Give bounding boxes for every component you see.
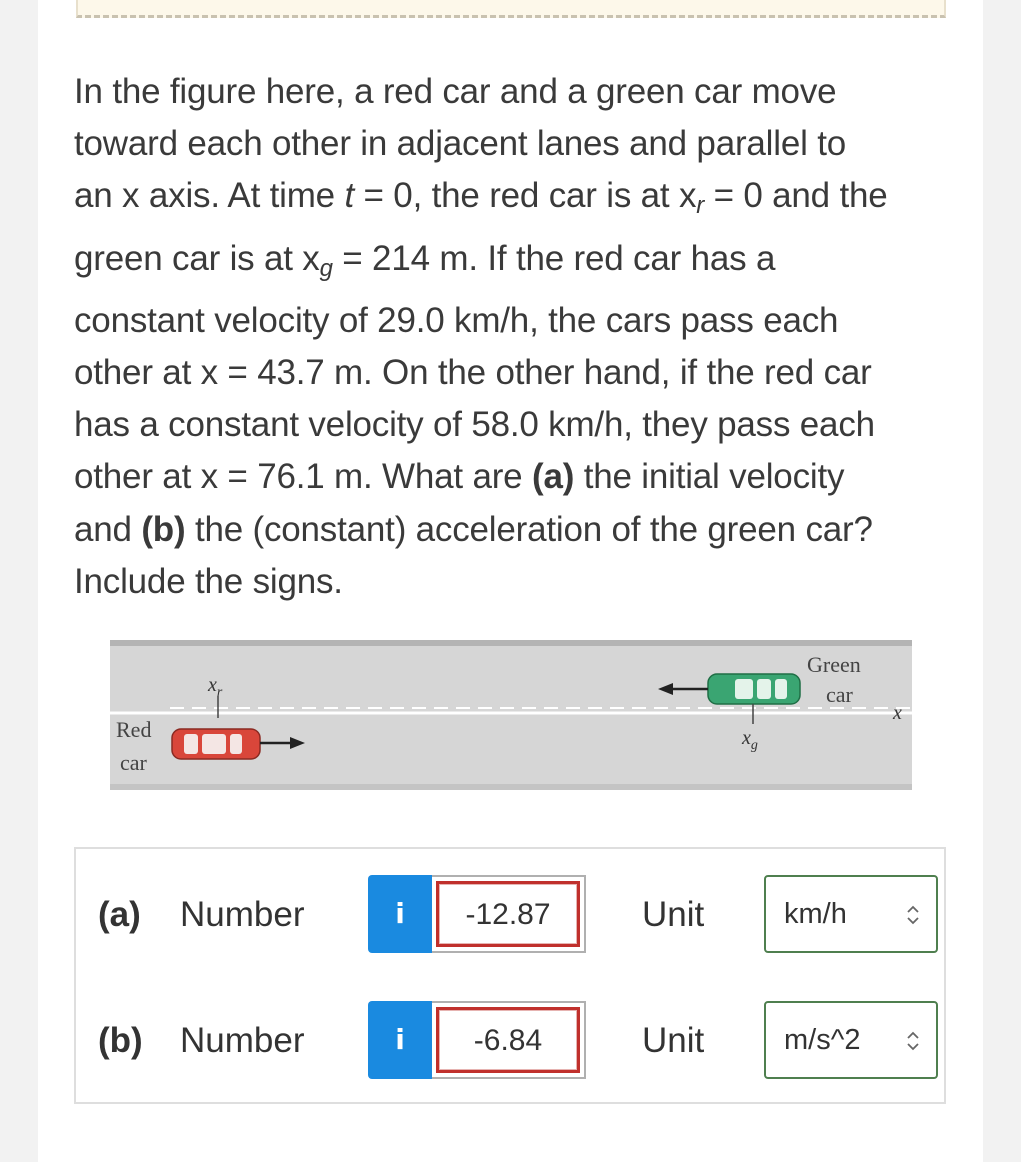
previous-section-border bbox=[76, 0, 946, 18]
axis-x-label: x bbox=[893, 702, 902, 724]
unit-label-b: Unit bbox=[642, 1021, 705, 1060]
road-top-edge bbox=[110, 640, 912, 646]
answer-row-a bbox=[76, 875, 944, 953]
problem-statement bbox=[74, 66, 944, 608]
unit-label-a: Unit bbox=[642, 895, 705, 934]
part-b-label: (b) bbox=[98, 1021, 143, 1060]
xr-label: $x_r$ bbox=[208, 674, 223, 700]
number-input-b[interactable] bbox=[432, 1001, 586, 1079]
road-bottom-edge bbox=[110, 784, 912, 790]
unit-select-a-value: km/h bbox=[784, 898, 847, 930]
problem-line-9: and (b) the (constant) acceleration of the green car? bbox=[74, 509, 873, 549]
problem-line-4: green car is at $x_g = 214$ m. If the red car has a bbox=[74, 238, 776, 282]
number-input-a-value[interactable]: -12.87 bbox=[436, 881, 580, 947]
number-input-a[interactable] bbox=[432, 875, 586, 953]
problem-line-2: toward each other in adjacent lanes and parallel to bbox=[74, 124, 846, 164]
green-car-label: Green bbox=[807, 652, 861, 677]
problem-line-1: In the figure here, a red car and a green car move bbox=[74, 72, 837, 111]
unit-select-b-value: m/s^2 bbox=[784, 1024, 861, 1056]
info-button-b[interactable] bbox=[368, 1001, 432, 1079]
number-label-a: Number bbox=[180, 895, 305, 934]
answer-row-b bbox=[76, 1001, 944, 1079]
answer-panel bbox=[74, 847, 946, 1104]
red-car-label: Red bbox=[116, 717, 152, 742]
green-car-label-2: car bbox=[826, 682, 853, 707]
unit-select-b[interactable] bbox=[764, 1001, 938, 1079]
red-car bbox=[172, 729, 260, 759]
info-icon: i bbox=[395, 897, 405, 930]
problem-line-8: other at x = 76.1 m. What are (a) the initial velocity bbox=[74, 457, 845, 497]
problem-line-6: other at x = 43.7 m. On the other hand, if the red car bbox=[74, 353, 872, 393]
red-car-label-2: car bbox=[120, 750, 147, 775]
problem-line-5: constant velocity of 29.0 km/h, the cars pass each bbox=[74, 300, 839, 340]
problem-line-7: has a constant velocity of 58.0 km/h, they pass each bbox=[74, 405, 875, 445]
cars-figure bbox=[110, 640, 912, 790]
chevron-updown-icon bbox=[906, 903, 920, 927]
unit-select-a[interactable] bbox=[764, 875, 938, 953]
part-a-label: (a) bbox=[98, 895, 141, 934]
road bbox=[110, 640, 912, 790]
green-car bbox=[708, 674, 800, 704]
number-label-b: Number bbox=[180, 1021, 305, 1060]
number-input-b-value[interactable]: -6.84 bbox=[436, 1007, 580, 1073]
chevron-updown-icon bbox=[906, 1029, 920, 1053]
info-button-a[interactable] bbox=[368, 875, 432, 953]
problem-line-10: Include the signs. bbox=[74, 561, 343, 601]
xg-label: $x_g$ bbox=[742, 727, 758, 753]
problem-line-3: an x axis. At time t = 0, the red car is at $x_r = 0$ and the bbox=[74, 176, 888, 220]
info-icon: i bbox=[395, 1023, 405, 1056]
